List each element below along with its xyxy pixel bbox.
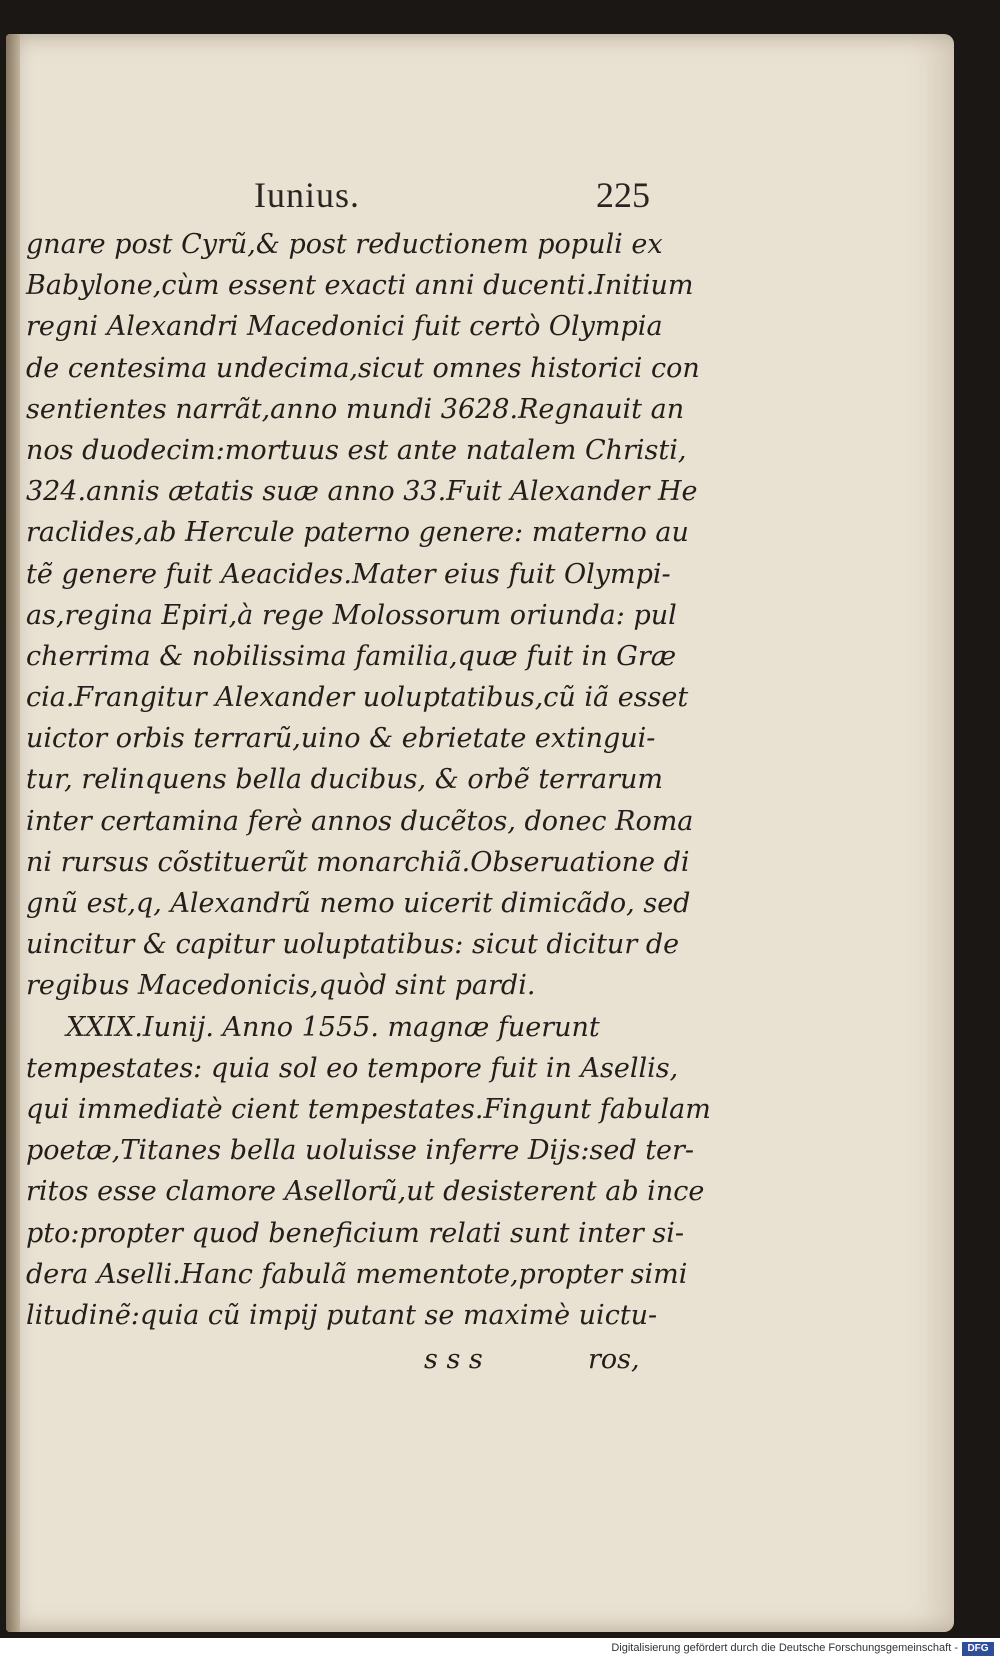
text-line: nos duodecim:mortuus est ante natalem Christi, [26,434,687,466]
funding-credit: Digitalisierung gefördert durch die Deutsche Forschungsgemeinschaft - [611,1642,958,1654]
text-line: dera Aselli.Hanc fabulã mementote,propter simi [26,1258,688,1290]
text-line: gnare post Cyrũ,& post reductionem populi ex [26,229,663,260]
text-line: tur, relinquens bella ducibus, & orbẽ terrarum [26,764,663,796]
text-line: uictor orbis terrarũ,uino & ebrietate extingui- [26,723,656,755]
text-line: pto:propter quod beneficium relati sunt inter si- [26,1217,685,1249]
text-line: as,regina Epiri,à rege Molossorum oriunda: pul [26,599,677,631]
running-head: Iunius. [254,175,360,215]
page-footer [6,1344,954,1388]
text-line: cia.Frangitur Alexander uoluptatibus,cũ iã esset [26,682,689,714]
dfg-logo-icon: DFG [962,1642,994,1656]
page-number: 225 [596,175,650,215]
signature-mark: s s s [424,1344,483,1375]
text-line: regibus Macedonicis,quòd sint pardi. [26,970,536,1002]
text-line: tẽ genere fuit Aeacides.Mater eius fuit Olympi- [26,558,671,590]
text-line: ritos esse clamore Asellorũ,ut desisterent ab ince [26,1176,705,1208]
text-line: de centesima undecima,sicut omnes historici con [26,352,700,384]
section-heading-line: XXIX.Iunij. Anno 1555. magnæ fuerunt [66,1011,600,1043]
text-line: Babylone,cùm essent exacti anni ducenti.Initium [26,270,694,302]
text-line: inter certamina ferè annos ducẽtos, donec Roma [26,805,694,837]
text-line: ni rursus cõstituerũt monarchiã.Obseruatione di [26,846,690,878]
text-line: uincitur & capitur uoluptatibus: sicut dicitur de [26,929,680,961]
text-line: raclides,ab Hercule paterno genere: materno au [26,517,689,549]
text-line: sentientes narrãt,anno mundi 3628.Regnauit an [26,393,685,425]
text-line: poetæ,Titanes bella uoluisse inferre Dijs:sed ter- [26,1135,695,1167]
page-gutter [6,34,20,1632]
text-line: qui immediatè cient tempestates.Fingunt fabulam [26,1093,711,1125]
book-page [6,34,954,1632]
catchword: ros, [588,1344,640,1375]
text-line: cherrima & nobilissima familia,quæ fuit in Græ [26,640,677,672]
text-line: litudinẽ:quia cũ impij putant se maximè uictu- [26,1299,658,1331]
body-text [26,224,711,1336]
page-header [6,174,954,218]
text-line: regni Alexandri Macedonici fuit certò Olympia [26,311,663,343]
credit-bar [0,1638,1000,1662]
text-line: gnũ est,q, Alexandrũ nemo uicerit dimicãdo, sed [26,888,691,919]
text-line: tempestates: quia sol eo tempore fuit in Asellis, [26,1052,679,1084]
text-line: 324.annis ætatis suæ anno 33.Fuit Alexander He [26,476,698,508]
